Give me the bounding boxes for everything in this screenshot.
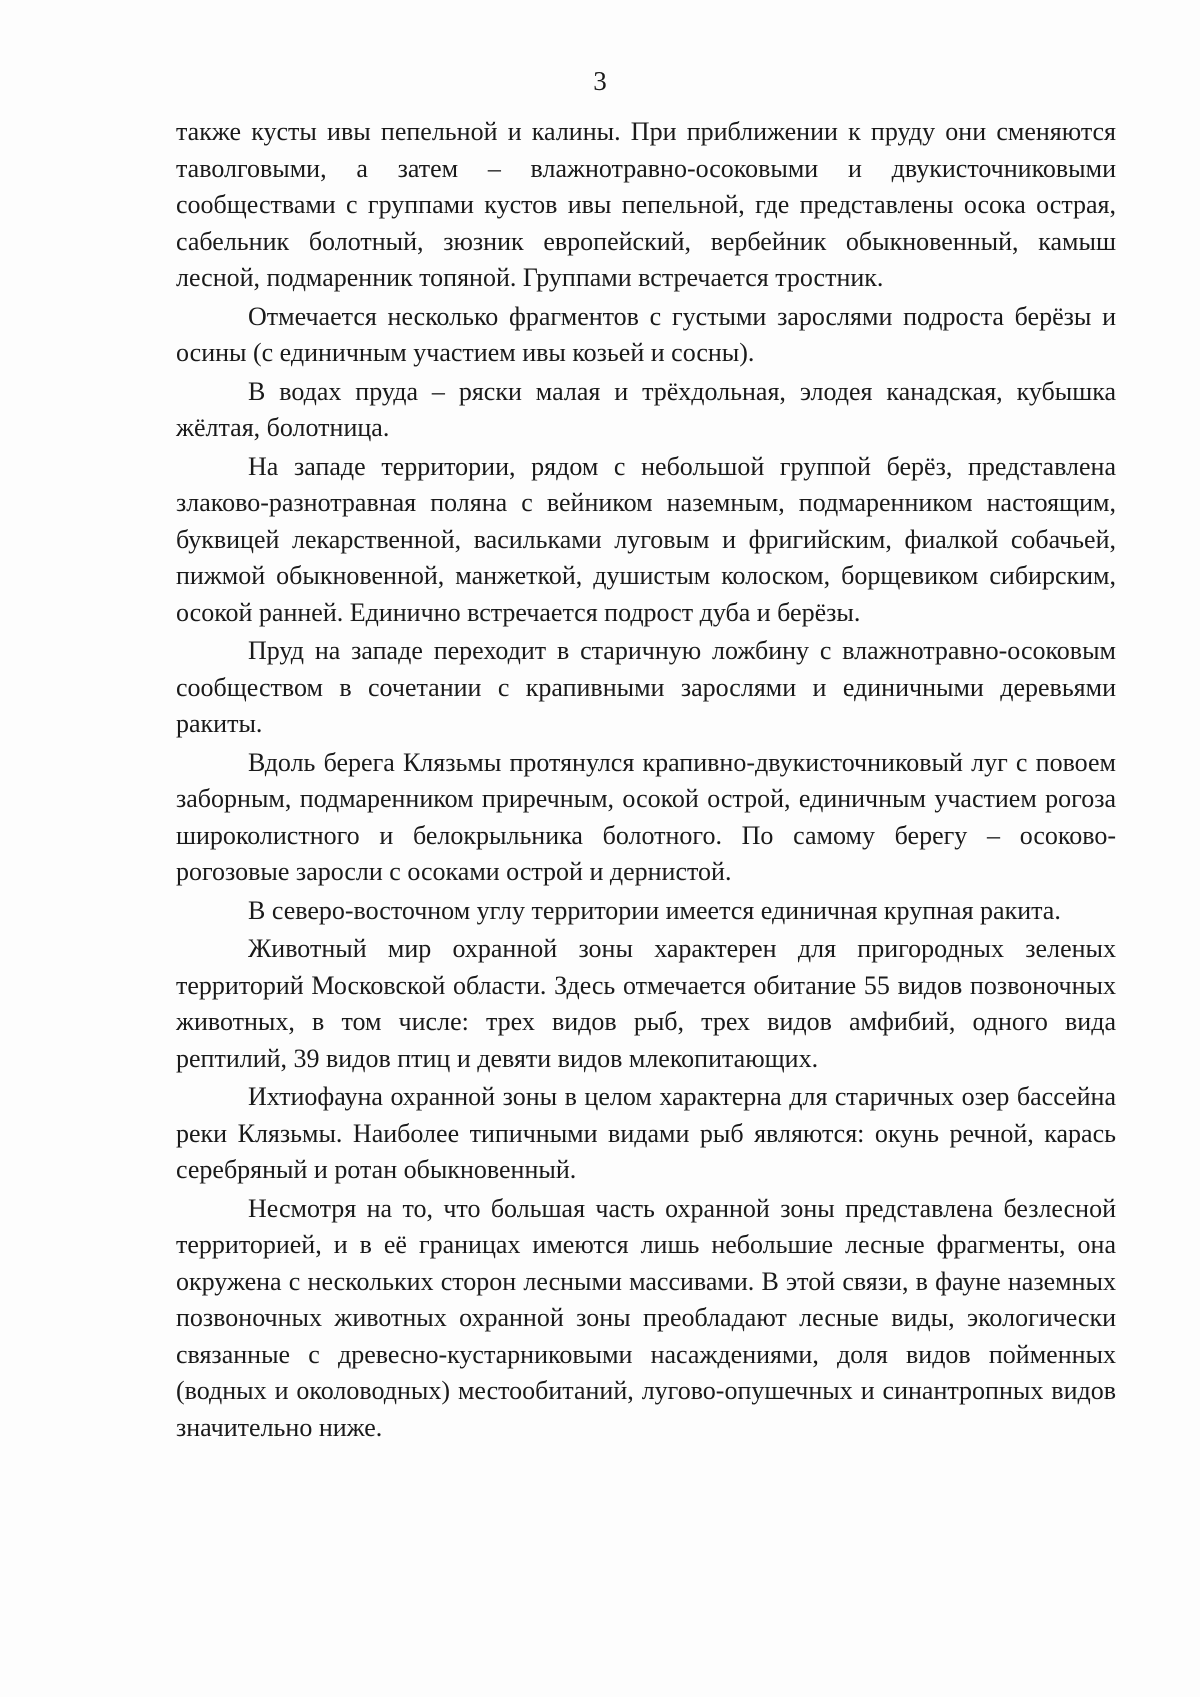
paragraph-fauna: Животный мир охранной зоны характерен для пригородных зеленых территорий Московской области. Здесь отмечается обитание 55 видов позвоночных животных, в том числе: трех видов рыб, трех видов амфибий, одного вида рептилий, 39 видов птиц и девяти видов млекопитающих. bbox=[176, 934, 1116, 1073]
document-body bbox=[176, 114, 1116, 1448]
paragraph-pond-waters: В водах пруда – ряски малая и трёхдольная, элодея канадская, кубышка жёлтая, болотница. bbox=[176, 376, 1116, 442]
paragraph-klyazma-bank: Вдоль берега Клязьмы протянулся крапивно-двукисточниковый луг с повоем заборным, подмаренником приречным, осокой острой, единичным участием рогоза широколистного и белокрыльника болотного. По самому берегу – осоково-рогозовые заросли с осоками острой и дернистой. bbox=[176, 747, 1116, 886]
page-number: 3 bbox=[593, 66, 607, 96]
paragraph-west-meadow: На западе территории, рядом с небольшой группой берёз, представлена злаково-разнотравная поляна с вейником наземным, подмаренником настоящим, буквицей лекарственной, васильками луговым и фригийским, фиалкой собачьей, пижмой обыкновенной, манжеткой, душистым колоском, борщевиком сибирским, осокой ранней. Единично встречается подрост дуба и берёзы. bbox=[176, 451, 1116, 627]
paragraph-forest-species: Несмотря на то, что большая часть охранной зоны представлена безлесной территорией, и в её границах имеются лишь небольшие лесные фрагменты, она окружена с нескольких сторон лесными массивами. В этой связи, в фауне наземных позвоночных животных охранной зоны преобладают лесные виды, экологически связанные с древесно-кустарниковыми насаждениями, доля видов пойменных (водных и околоводных) местообитаний, лугово-опушечных и синантропных видов значительно ниже. bbox=[176, 1193, 1116, 1442]
paragraph-ichthyofauna: Ихтиофауна охранной зоны в целом характерна для старичных озер бассейна реки Клязьмы. Наиболее типичными видами рыб являются: окунь речной, карась серебряный и ротан обыкновенный. bbox=[176, 1082, 1116, 1184]
paragraph-continuation: также кусты ивы пепельной и калины. При приближении к пруду они сменяются таволговыми, а затем – влажнотравно-осоковыми и двукисточниковыми сообществами с группами кустов ивы пепельной, где представлены осока острая, сабельник болотный, зюзник европейский, вербейник обыкновенный, камыш лесной, подмаренник топяной. Группами встречается тростник. bbox=[176, 117, 1116, 292]
paragraph-birch-aspen: Отмечается несколько фрагментов с густыми зарослями подроста берёзы и осины (с единичным участием ивы козьей и сосны). bbox=[176, 301, 1116, 367]
paragraph-northeast-willow: В северо-восточном углу территории имеется единичная крупная ракита. bbox=[248, 895, 1061, 925]
paragraph-pond-hollow: Пруд на западе переходит в старичную ложбину с влажнотравно-осоковым сообществом в сочетании с крапивными зарослями и единичными деревьями ракиты. bbox=[176, 636, 1116, 738]
